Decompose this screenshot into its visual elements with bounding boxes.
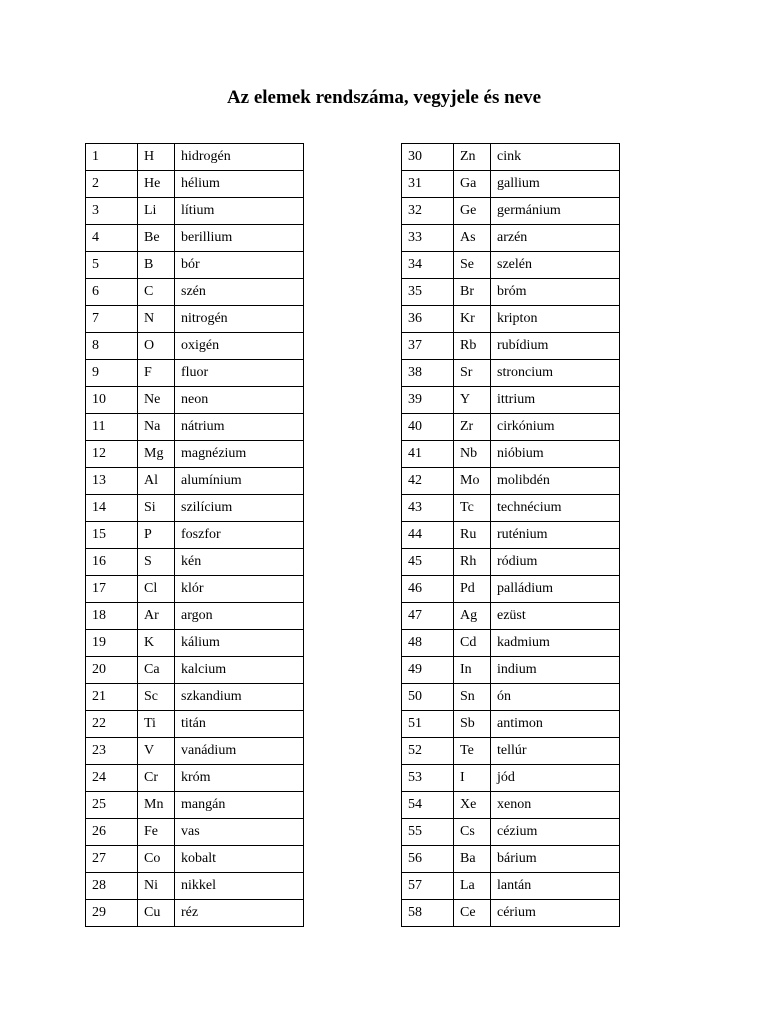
- element-name-cell: vanádium: [175, 738, 304, 765]
- atomic-number-cell: 50: [402, 684, 454, 711]
- element-name-cell: nitrogén: [175, 306, 304, 333]
- element-symbol-cell: H: [138, 144, 175, 171]
- atomic-number-cell: 1: [86, 144, 138, 171]
- element-symbol-cell: Ca: [138, 657, 175, 684]
- element-symbol-cell: Si: [138, 495, 175, 522]
- element-name-cell: nikkel: [175, 873, 304, 900]
- table-row: [86, 738, 304, 765]
- atomic-number-cell: 8: [86, 333, 138, 360]
- atomic-number-cell: 48: [402, 630, 454, 657]
- element-name-cell: ón: [491, 684, 620, 711]
- atomic-number-cell: 30: [402, 144, 454, 171]
- table-row: [86, 360, 304, 387]
- atomic-number-cell: 47: [402, 603, 454, 630]
- table-row: [402, 522, 620, 549]
- atomic-number-cell: 5: [86, 252, 138, 279]
- element-symbol-cell: Nb: [454, 441, 491, 468]
- element-symbol-cell: As: [454, 225, 491, 252]
- table-row: [86, 819, 304, 846]
- element-symbol-cell: Ce: [454, 900, 491, 927]
- atomic-number-cell: 12: [86, 441, 138, 468]
- element-symbol-cell: Al: [138, 468, 175, 495]
- element-name-cell: tellúr: [491, 738, 620, 765]
- element-name-cell: kálium: [175, 630, 304, 657]
- element-name-cell: bárium: [491, 846, 620, 873]
- element-name-cell: szén: [175, 279, 304, 306]
- atomic-number-cell: 20: [86, 657, 138, 684]
- atomic-number-cell: 27: [86, 846, 138, 873]
- element-symbol-cell: Se: [454, 252, 491, 279]
- atomic-number-cell: 2: [86, 171, 138, 198]
- element-symbol-cell: Li: [138, 198, 175, 225]
- atomic-number-cell: 33: [402, 225, 454, 252]
- table-row: [86, 522, 304, 549]
- atomic-number-cell: 57: [402, 873, 454, 900]
- element-symbol-cell: F: [138, 360, 175, 387]
- element-name-cell: ittrium: [491, 387, 620, 414]
- element-symbol-cell: Cl: [138, 576, 175, 603]
- element-symbol-cell: In: [454, 657, 491, 684]
- atomic-number-cell: 18: [86, 603, 138, 630]
- table-row: [402, 414, 620, 441]
- atomic-number-cell: 49: [402, 657, 454, 684]
- element-name-cell: xenon: [491, 792, 620, 819]
- element-name-cell: bróm: [491, 279, 620, 306]
- table-row: [402, 279, 620, 306]
- table-row: [86, 846, 304, 873]
- table-row: [86, 549, 304, 576]
- table-row: [86, 765, 304, 792]
- element-symbol-cell: C: [138, 279, 175, 306]
- element-name-cell: cirkónium: [491, 414, 620, 441]
- atomic-number-cell: 16: [86, 549, 138, 576]
- atomic-number-cell: 53: [402, 765, 454, 792]
- atomic-number-cell: 9: [86, 360, 138, 387]
- element-symbol-cell: B: [138, 252, 175, 279]
- element-symbol-cell: Ti: [138, 711, 175, 738]
- element-symbol-cell: S: [138, 549, 175, 576]
- element-name-cell: arzén: [491, 225, 620, 252]
- element-symbol-cell: Ga: [454, 171, 491, 198]
- element-name-cell: titán: [175, 711, 304, 738]
- table-row: [402, 630, 620, 657]
- atomic-number-cell: 11: [86, 414, 138, 441]
- atomic-number-cell: 37: [402, 333, 454, 360]
- element-name-cell: palládium: [491, 576, 620, 603]
- table-row: [402, 225, 620, 252]
- table-row: [402, 441, 620, 468]
- atomic-number-cell: 58: [402, 900, 454, 927]
- table-row: [86, 711, 304, 738]
- element-name-cell: cézium: [491, 819, 620, 846]
- element-name-cell: bór: [175, 252, 304, 279]
- element-name-cell: kripton: [491, 306, 620, 333]
- element-name-cell: kalcium: [175, 657, 304, 684]
- element-symbol-cell: N: [138, 306, 175, 333]
- atomic-number-cell: 32: [402, 198, 454, 225]
- table-row: [86, 657, 304, 684]
- element-name-cell: technécium: [491, 495, 620, 522]
- element-symbol-cell: V: [138, 738, 175, 765]
- atomic-number-cell: 4: [86, 225, 138, 252]
- element-symbol-cell: He: [138, 171, 175, 198]
- atomic-number-cell: 31: [402, 171, 454, 198]
- table-row: [86, 198, 304, 225]
- elements-table-left: [85, 143, 304, 927]
- table-row: [402, 792, 620, 819]
- table-row: [402, 333, 620, 360]
- atomic-number-cell: 46: [402, 576, 454, 603]
- element-name-cell: ezüst: [491, 603, 620, 630]
- element-name-cell: szkandium: [175, 684, 304, 711]
- element-name-cell: klór: [175, 576, 304, 603]
- table-row: [86, 603, 304, 630]
- element-symbol-cell: Na: [138, 414, 175, 441]
- table-row: [86, 171, 304, 198]
- element-name-cell: szelén: [491, 252, 620, 279]
- element-name-cell: antimon: [491, 711, 620, 738]
- element-symbol-cell: Fe: [138, 819, 175, 846]
- element-symbol-cell: Cd: [454, 630, 491, 657]
- elements-table-right: [401, 143, 620, 927]
- element-symbol-cell: Br: [454, 279, 491, 306]
- elements-table-right-body: [402, 144, 620, 927]
- table-row: [86, 441, 304, 468]
- element-symbol-cell: Be: [138, 225, 175, 252]
- element-symbol-cell: Mn: [138, 792, 175, 819]
- atomic-number-cell: 34: [402, 252, 454, 279]
- table-row: [86, 792, 304, 819]
- atomic-number-cell: 41: [402, 441, 454, 468]
- element-name-cell: jód: [491, 765, 620, 792]
- element-symbol-cell: Zn: [454, 144, 491, 171]
- element-symbol-cell: Cr: [138, 765, 175, 792]
- atomic-number-cell: 19: [86, 630, 138, 657]
- element-symbol-cell: I: [454, 765, 491, 792]
- element-name-cell: argon: [175, 603, 304, 630]
- table-row: [402, 765, 620, 792]
- table-row: [86, 576, 304, 603]
- element-name-cell: stroncium: [491, 360, 620, 387]
- element-name-cell: króm: [175, 765, 304, 792]
- element-name-cell: réz: [175, 900, 304, 927]
- element-name-cell: kadmium: [491, 630, 620, 657]
- element-symbol-cell: Zr: [454, 414, 491, 441]
- element-symbol-cell: Co: [138, 846, 175, 873]
- table-row: [402, 360, 620, 387]
- element-symbol-cell: Cu: [138, 900, 175, 927]
- table-row: [86, 630, 304, 657]
- element-name-cell: oxigén: [175, 333, 304, 360]
- atomic-number-cell: 6: [86, 279, 138, 306]
- atomic-number-cell: 22: [86, 711, 138, 738]
- table-row: [402, 873, 620, 900]
- table-row: [402, 657, 620, 684]
- element-symbol-cell: Sn: [454, 684, 491, 711]
- atomic-number-cell: 40: [402, 414, 454, 441]
- element-name-cell: ródium: [491, 549, 620, 576]
- element-name-cell: nióbium: [491, 441, 620, 468]
- table-row: [402, 549, 620, 576]
- element-name-cell: foszfor: [175, 522, 304, 549]
- atomic-number-cell: 3: [86, 198, 138, 225]
- table-row: [402, 738, 620, 765]
- table-row: [86, 144, 304, 171]
- atomic-number-cell: 38: [402, 360, 454, 387]
- element-symbol-cell: Y: [454, 387, 491, 414]
- table-row: [86, 306, 304, 333]
- atomic-number-cell: 42: [402, 468, 454, 495]
- element-name-cell: lítium: [175, 198, 304, 225]
- table-row: [402, 900, 620, 927]
- atomic-number-cell: 51: [402, 711, 454, 738]
- element-name-cell: szilícium: [175, 495, 304, 522]
- element-name-cell: mangán: [175, 792, 304, 819]
- atomic-number-cell: 7: [86, 306, 138, 333]
- table-row: [86, 495, 304, 522]
- element-symbol-cell: Ru: [454, 522, 491, 549]
- atomic-number-cell: 56: [402, 846, 454, 873]
- element-symbol-cell: Ar: [138, 603, 175, 630]
- atomic-number-cell: 13: [86, 468, 138, 495]
- atomic-number-cell: 54: [402, 792, 454, 819]
- table-row: [402, 711, 620, 738]
- element-name-cell: indium: [491, 657, 620, 684]
- element-symbol-cell: Ba: [454, 846, 491, 873]
- table-row: [402, 576, 620, 603]
- atomic-number-cell: 45: [402, 549, 454, 576]
- element-symbol-cell: La: [454, 873, 491, 900]
- element-name-cell: kén: [175, 549, 304, 576]
- table-row: [86, 468, 304, 495]
- atomic-number-cell: 21: [86, 684, 138, 711]
- atomic-number-cell: 14: [86, 495, 138, 522]
- element-symbol-cell: O: [138, 333, 175, 360]
- element-name-cell: lantán: [491, 873, 620, 900]
- element-name-cell: ruténium: [491, 522, 620, 549]
- element-symbol-cell: Ni: [138, 873, 175, 900]
- element-name-cell: cérium: [491, 900, 620, 927]
- table-row: [86, 252, 304, 279]
- atomic-number-cell: 43: [402, 495, 454, 522]
- atomic-number-cell: 25: [86, 792, 138, 819]
- element-symbol-cell: Xe: [454, 792, 491, 819]
- element-name-cell: berillium: [175, 225, 304, 252]
- element-symbol-cell: Sb: [454, 711, 491, 738]
- table-row: [86, 900, 304, 927]
- atomic-number-cell: 10: [86, 387, 138, 414]
- element-name-cell: vas: [175, 819, 304, 846]
- table-row: [402, 171, 620, 198]
- atomic-number-cell: 24: [86, 765, 138, 792]
- table-row: [402, 252, 620, 279]
- elements-table-left-body: [86, 144, 304, 927]
- atomic-number-cell: 39: [402, 387, 454, 414]
- atomic-number-cell: 52: [402, 738, 454, 765]
- table-row: [402, 468, 620, 495]
- table-row: [402, 495, 620, 522]
- table-row: [86, 387, 304, 414]
- table-row: [86, 333, 304, 360]
- element-name-cell: fluor: [175, 360, 304, 387]
- element-name-cell: gallium: [491, 171, 620, 198]
- atomic-number-cell: 44: [402, 522, 454, 549]
- element-name-cell: alumínium: [175, 468, 304, 495]
- atomic-number-cell: 28: [86, 873, 138, 900]
- element-symbol-cell: Sr: [454, 360, 491, 387]
- element-symbol-cell: Mo: [454, 468, 491, 495]
- element-symbol-cell: Sc: [138, 684, 175, 711]
- page-title: Az elemek rendszáma, vegyjele és neve: [226, 87, 542, 108]
- element-symbol-cell: Tc: [454, 495, 491, 522]
- table-row: [402, 198, 620, 225]
- atomic-number-cell: 23: [86, 738, 138, 765]
- table-row: [86, 684, 304, 711]
- element-symbol-cell: Ge: [454, 198, 491, 225]
- element-symbol-cell: Ag: [454, 603, 491, 630]
- element-symbol-cell: Te: [454, 738, 491, 765]
- element-name-cell: hélium: [175, 171, 304, 198]
- element-name-cell: molibdén: [491, 468, 620, 495]
- table-row: [402, 684, 620, 711]
- element-symbol-cell: Rh: [454, 549, 491, 576]
- table-row: [402, 387, 620, 414]
- element-name-cell: cink: [491, 144, 620, 171]
- element-symbol-cell: Mg: [138, 441, 175, 468]
- atomic-number-cell: 15: [86, 522, 138, 549]
- table-row: [402, 144, 620, 171]
- element-symbol-cell: Cs: [454, 819, 491, 846]
- table-row: [402, 306, 620, 333]
- atomic-number-cell: 36: [402, 306, 454, 333]
- table-row: [402, 819, 620, 846]
- element-symbol-cell: Ne: [138, 387, 175, 414]
- element-name-cell: kobalt: [175, 846, 304, 873]
- element-name-cell: hidrogén: [175, 144, 304, 171]
- element-name-cell: rubídium: [491, 333, 620, 360]
- atomic-number-cell: 29: [86, 900, 138, 927]
- atomic-number-cell: 26: [86, 819, 138, 846]
- element-name-cell: germánium: [491, 198, 620, 225]
- table-row: [86, 873, 304, 900]
- atomic-number-cell: 55: [402, 819, 454, 846]
- table-row: [86, 279, 304, 306]
- table-row: [402, 603, 620, 630]
- element-symbol-cell: Kr: [454, 306, 491, 333]
- atomic-number-cell: 35: [402, 279, 454, 306]
- table-row: [86, 414, 304, 441]
- element-symbol-cell: K: [138, 630, 175, 657]
- element-symbol-cell: P: [138, 522, 175, 549]
- element-symbol-cell: Pd: [454, 576, 491, 603]
- element-name-cell: neon: [175, 387, 304, 414]
- table-row: [86, 225, 304, 252]
- element-name-cell: nátrium: [175, 414, 304, 441]
- table-row: [402, 846, 620, 873]
- element-symbol-cell: Rb: [454, 333, 491, 360]
- atomic-number-cell: 17: [86, 576, 138, 603]
- element-name-cell: magnézium: [175, 441, 304, 468]
